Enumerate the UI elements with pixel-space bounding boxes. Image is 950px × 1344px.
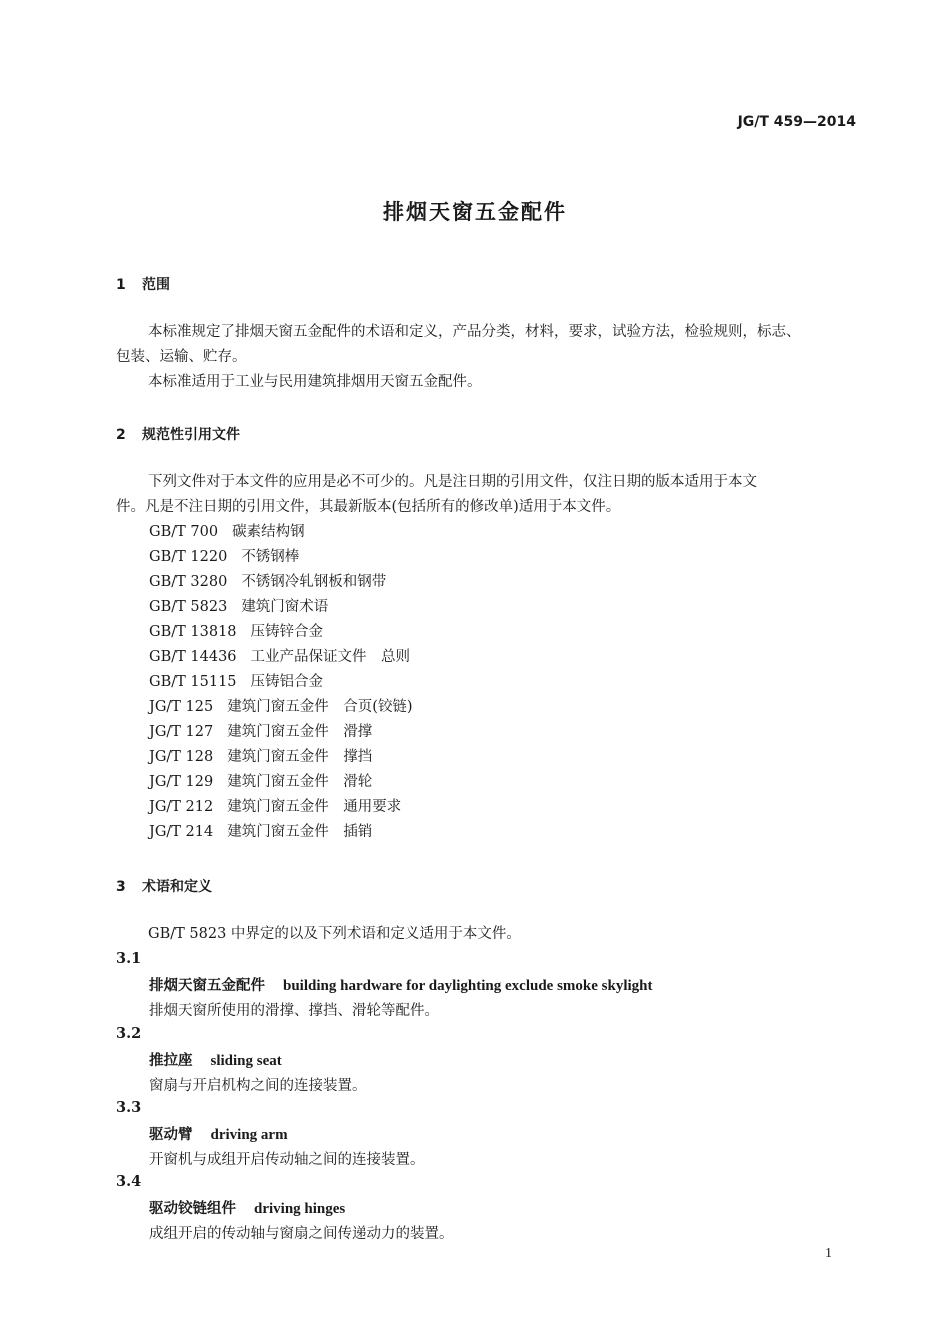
reference-code: GB/T 13818	[149, 624, 237, 640]
reference-code: GB/T 14436	[149, 649, 237, 665]
terms-intro-paragraph	[116, 922, 860, 947]
reference-item	[149, 770, 413, 795]
reference-item	[149, 670, 413, 695]
reference-title: 建筑门窗五金件 插销	[227, 824, 373, 840]
page-number: 1	[825, 1246, 832, 1261]
section-title: 规范性引用文件	[142, 427, 240, 443]
section-title: 范围	[142, 277, 170, 293]
reference-item	[149, 720, 413, 745]
term-number: 3.3	[116, 1099, 142, 1116]
section-heading-terms-definitions	[116, 876, 212, 896]
reference-title: 不锈钢冷轧钢板和钢带	[241, 574, 387, 590]
section-title: 术语和定义	[142, 879, 212, 895]
reference-item	[149, 545, 413, 570]
term-definition: 成组开启的传动轴与窗扇之间传递动力的装置。	[149, 1226, 454, 1242]
reference-code: JG/T 128	[149, 749, 214, 765]
term-english: sliding seat	[210, 1053, 282, 1069]
reference-title: 工业产品保证文件 总则	[250, 649, 411, 665]
reference-title: 建筑门窗五金件 通用要求	[227, 799, 402, 815]
term-definition: 窗扇与开启机构之间的连接装置。	[149, 1078, 367, 1094]
scope-text-line-1: 本标准规定了排烟天窗五金配件的术语和定义，产品分类，材料，要求，试验方法，检验规则，标志、	[148, 324, 801, 340]
scope-paragraph	[116, 320, 860, 395]
reference-title: 建筑门窗五金件 撑挡	[227, 749, 373, 765]
reference-code: JG/T 214	[149, 824, 214, 840]
scope-applicability-text: 本标准适用于工业与民用建筑排烟用天窗五金配件。	[148, 374, 482, 390]
reference-item	[149, 570, 413, 595]
reference-code: GB/T 5823	[149, 599, 228, 615]
reference-title: 建筑门窗术语	[241, 599, 329, 615]
section-number: 3	[116, 879, 126, 895]
reference-code: JG/T 212	[149, 799, 214, 815]
references-intro-line-2: 件。凡是不注日期的引用文件，其最新版本(包括所有的修改单)适用于本文件。	[116, 499, 621, 515]
term-chinese: 推拉座	[149, 1052, 193, 1069]
section-number: 2	[116, 427, 126, 443]
term-number: 3.2	[116, 1025, 142, 1042]
reference-code: JG/T 127	[149, 724, 214, 740]
reference-title: 压铸锌合金	[250, 624, 324, 640]
reference-item	[149, 520, 413, 545]
term-english: driving hinges	[254, 1201, 346, 1217]
reference-code: GB/T 3280	[149, 574, 228, 590]
reference-item	[149, 595, 413, 620]
reference-title: 压铸铝合金	[250, 674, 324, 690]
reference-item	[149, 620, 413, 645]
term-number: 3.1	[116, 950, 142, 967]
term-chinese: 驱动臂	[149, 1126, 193, 1143]
term-chinese: 排烟天窗五金配件	[149, 977, 265, 994]
reference-item	[149, 695, 413, 720]
reference-list	[149, 520, 413, 845]
reference-title: 建筑门窗五金件 滑轮	[227, 774, 373, 790]
term-english: building hardware for daylighting exclude smoke skylight	[283, 978, 653, 994]
term-heading	[149, 974, 653, 995]
reference-title: 建筑门窗五金件 滑撑	[227, 724, 373, 740]
reference-item	[149, 820, 413, 845]
references-intro-line-1: 下列文件对于本文件的应用是必不可少的。凡是注日期的引用文件，仅注日期的版本适用于本文	[148, 474, 757, 490]
references-intro-paragraph	[116, 470, 860, 520]
term-chinese: 驱动铰链组件	[149, 1200, 236, 1217]
term-heading	[149, 1197, 345, 1218]
term-heading	[149, 1123, 288, 1144]
reference-title: 碳素结构钢	[232, 524, 305, 540]
reference-item	[149, 745, 413, 770]
term-heading	[149, 1049, 282, 1070]
reference-code: GB/T 1220	[149, 549, 228, 565]
term-definition: 开窗机与成组开启传动轴之间的连接装置。	[149, 1152, 425, 1168]
term-number: 3.4	[116, 1173, 142, 1190]
standard-code: JG/T 459—2014	[737, 114, 856, 130]
reference-item	[149, 795, 413, 820]
reference-code: GB/T 15115	[149, 674, 237, 690]
reference-code: JG/T 129	[149, 774, 214, 790]
terms-intro-text: GB/T 5823 中界定的以及下列术语和定义适用于本文件。	[148, 926, 521, 942]
document-title: 排烟天窗五金配件	[383, 200, 567, 224]
term-definition: 排烟天窗所使用的滑撑、撑挡、滑轮等配件。	[149, 1003, 439, 1019]
term-english: driving arm	[210, 1127, 288, 1143]
reference-code: GB/T 700	[149, 524, 219, 540]
reference-code: JG/T 125	[149, 699, 214, 715]
reference-title: 不锈钢棒	[241, 549, 300, 565]
reference-title: 建筑门窗五金件 合页(铰链)	[227, 699, 413, 715]
section-heading-normative-references	[116, 424, 240, 444]
scope-text-line-2: 包装、运输、贮存。	[116, 349, 247, 365]
reference-item	[149, 645, 413, 670]
section-heading-scope	[116, 274, 170, 294]
section-number: 1	[116, 277, 126, 293]
